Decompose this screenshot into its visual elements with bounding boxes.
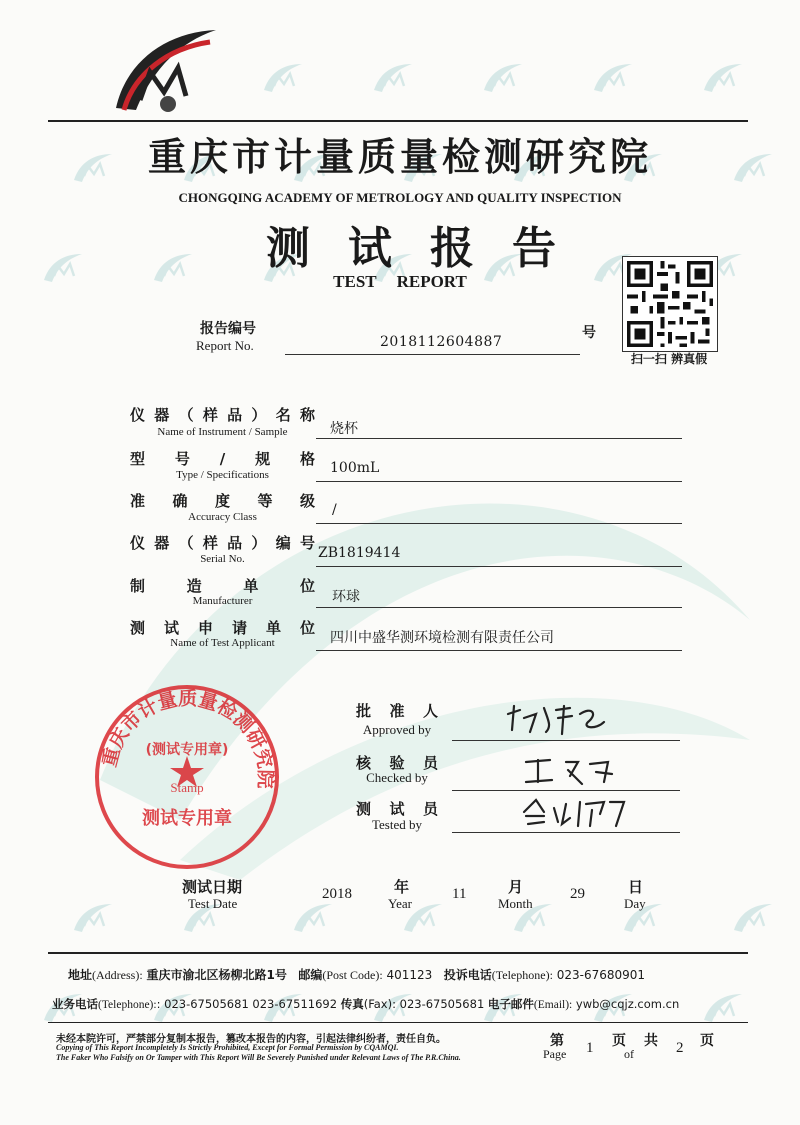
stamp-center-en: Stamp (170, 780, 204, 795)
email-label-en: (Email): (533, 999, 573, 1011)
watermark-logo-icon (260, 60, 306, 94)
copyright-notice-en-2: The Faker Who Falsify on Or Tamper with This Report Will Be Severely Punished under Relevant Laws of The P.R.China. (56, 1053, 461, 1062)
field-value-type: 100mL (330, 460, 380, 476)
page-cn-4: 页 (700, 1033, 714, 1049)
sig-underline (452, 832, 680, 833)
address-value: 重庆市渝北区杨柳北路1号 (146, 968, 287, 982)
field-underline (316, 566, 682, 567)
field-label-en: Type / Specifications (176, 469, 269, 481)
qr-code-icon (623, 257, 717, 351)
stamp-center-cn: (测试专用章) (145, 742, 229, 758)
postcode-value: 401123 (386, 968, 433, 982)
sig-label-en: Tested by (372, 817, 422, 832)
copyright-notice-cn: 未经本院许可，严禁部分复制本报告，篡改本报告的内容，引起法律纠纷者，责任自负。 (56, 1034, 446, 1045)
field-label-cn: 仪器（样品）名称 (130, 406, 315, 424)
complaint-label-en: (Telephone): (491, 968, 553, 982)
footer-rule-bottom (48, 1022, 748, 1023)
field-label-cn: 准确度等级 (130, 492, 315, 510)
month-label-en: Month (498, 896, 533, 911)
email-label: 电子邮件 (487, 997, 534, 1011)
field-value-applicant: 四川中盛华测环境检测有限责任公司 (330, 630, 554, 646)
complaint-phone: 023-67680901 (556, 968, 646, 982)
field-label-cn: 仪器（样品）编号 (130, 534, 315, 552)
footer-rule-top (48, 952, 748, 954)
report-title-cn: 测试报告 (266, 223, 594, 274)
field-label-en: Name of Instrument / Sample (157, 426, 288, 438)
field-underline (316, 650, 682, 651)
tester-signature (514, 794, 634, 832)
address-label: 地址 (68, 968, 93, 982)
year-label-en: Year (388, 896, 412, 911)
page-cn-3: 共 (644, 1033, 658, 1049)
field-underline (316, 607, 682, 608)
institute-logo (106, 22, 224, 118)
business-phone-label-en: (Telephone): (98, 999, 157, 1011)
test-date-label-cn: 测试日期 (182, 878, 243, 896)
business-phone-label: 业务电话 (52, 997, 98, 1011)
institute-name-en: CHONGQING ACADEMY OF METROLOGY AND QUALITY INSPECTION (178, 190, 622, 205)
watermark-logo-icon (700, 60, 746, 94)
address-label-en: (Address): (92, 968, 143, 982)
field-label-cn: 制造单位 (130, 577, 315, 595)
field-underline (316, 438, 682, 439)
watermark-logo-icon (590, 60, 636, 94)
stamp-ring-text: 重庆市计量质量检测研究院 (98, 687, 277, 789)
month-label-cn: 月 (508, 878, 524, 896)
field-value-manufacturer: 环球 (332, 589, 360, 605)
sig-underline (452, 790, 680, 791)
watermark-logo-icon (730, 900, 776, 934)
day-label-cn: 日 (628, 878, 644, 896)
test-date-month: 11 (452, 886, 467, 902)
copyright-notice-en-1: Copying of This Report Incompletely Is Strictly Prohibited, Except for Formal Permission by CQAMQI. (56, 1043, 399, 1052)
report-title-en: TEST REPORT (333, 272, 467, 291)
qr-code[interactable] (622, 256, 718, 352)
day-label-en: Day (624, 896, 646, 911)
page-label-en: Page (543, 1047, 567, 1061)
field-label-en: Accuracy Class (188, 511, 257, 523)
email-value: ywb@cqjz.com.cn (575, 997, 680, 1011)
sig-label-cn: 核验员 (356, 754, 438, 772)
report-no-value: 2018112604887 (380, 334, 503, 350)
postcode-label: 邮编 (298, 968, 323, 982)
official-stamp (92, 682, 282, 872)
header-rule (48, 120, 748, 122)
field-label-en: Name of Test Applicant (170, 637, 275, 649)
page-cn-2: 页 (612, 1033, 626, 1049)
institute-name-cn: 重庆市计量质量检测研究院 (147, 134, 652, 179)
sig-label-en: Checked by (366, 770, 428, 785)
watermark-logo-icon (290, 900, 336, 934)
page-total: 2 (676, 1040, 684, 1056)
fax-label: 传真 (340, 997, 364, 1011)
page-cn-1: 第 (550, 1033, 564, 1049)
field-label-en: Serial No. (200, 553, 245, 565)
fax-value: 023-67505681 (399, 997, 485, 1011)
qr-caption: 扫一扫 辨真假 (630, 352, 708, 366)
report-no-label-cn: 报告编号 (200, 321, 256, 337)
field-value-name: 烧杯 (330, 421, 358, 437)
field-underline (316, 523, 682, 524)
year-label-cn: 年 (394, 878, 410, 896)
contact-line: 业务电话(Telephone):: 023-67505681 023-67511692 传真(Fax): 023-67505681 电子邮件(Email): ywb@cqjz.com.cn (52, 997, 680, 1011)
field-label-cn: 型号/规格 (130, 450, 315, 468)
field-label-cn: 测试申请单位 (130, 619, 315, 637)
sig-label-cn: 批准人 (356, 702, 438, 720)
sig-underline (452, 740, 680, 741)
checker-signature (520, 752, 630, 790)
stamp-bottom-cn: 测试专用章 (142, 808, 232, 829)
test-date-label-en: Test Date (188, 896, 238, 911)
test-date-day: 29 (570, 886, 585, 902)
page-of-label: of (624, 1047, 634, 1061)
page-number: 1 (586, 1040, 594, 1056)
field-value-accuracy: / (332, 502, 337, 518)
sig-label-en: Approved by (362, 722, 432, 737)
business-phones: 023-67505681 023-67511692 (164, 997, 338, 1011)
field-label-en: Manufacturer (192, 595, 253, 607)
report-no-suffix: 号 (582, 325, 596, 341)
field-underline (316, 481, 682, 482)
field-value-serial: ZB1819414 (318, 545, 401, 561)
report-no-label-en: Report No. (196, 338, 254, 353)
watermark-logo-icon (700, 990, 746, 1024)
complaint-label: 投诉电话 (443, 968, 492, 982)
watermark-logo-icon (370, 60, 416, 94)
postcode-label-en: (Post Code): (322, 968, 383, 982)
address-line (68, 966, 645, 983)
approver-signature (500, 700, 620, 738)
watermark-logo-icon (70, 900, 116, 934)
watermark-logo-icon (480, 60, 526, 94)
report-no-underline (285, 354, 580, 355)
test-date-year: 2018 (322, 886, 352, 902)
sig-label-cn: 测试员 (356, 800, 438, 818)
fax-label-en: (Fax): (363, 997, 396, 1011)
